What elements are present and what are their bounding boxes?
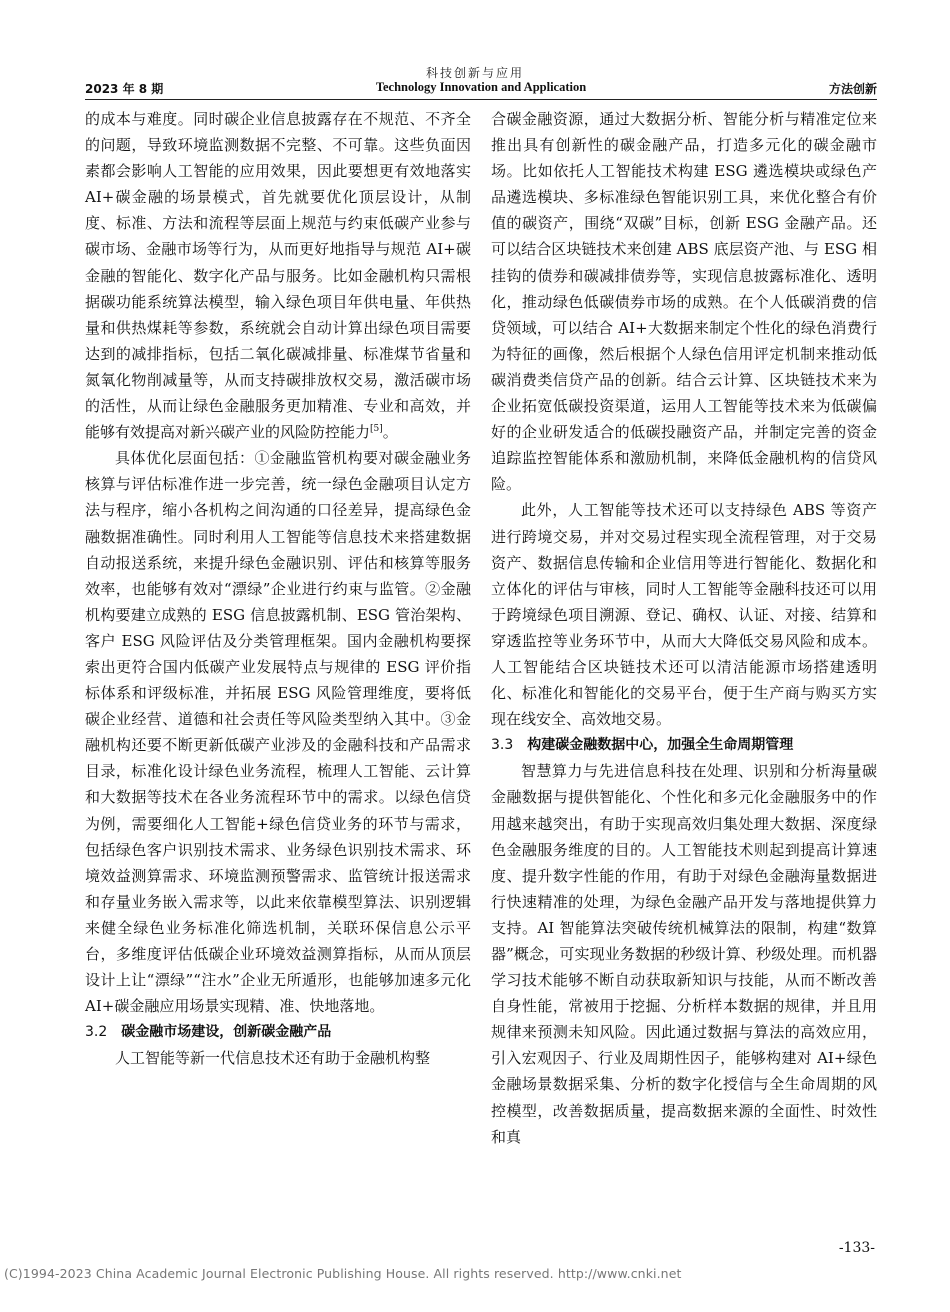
section-title: 构建碳金融数据中心，加强全生命周期管理 [527, 737, 794, 754]
paragraph-cross-border: 此外，人工智能等技术还可以支持绿色 ABS 等资产进行跨境交易，并对交易过程实现全流程管理，对于交易资产、数据信息传输和企业信用等进行智能化、数据化和立体化的评估与审核，同时人工智能等金融科技还可以用于跨境绿色项目溯源、登记、确权、认证、对接、结算和穿透监控等业务环节中，从而大大降低交易风险和成本。人工智能结合区块链技术还可以清洁能源市场搭建透明化、标准化和智能化的交易平台，便于生产商与购买方实现在线安全、高效地交易。 [491, 501, 877, 729]
header-rule [85, 99, 877, 100]
copyright-notice: (C)1994-2023 China Academic Journal Electronic Publishing House. All rights reserved. http://www.cnki.net [4, 1266, 682, 1281]
paragraph-text: 的成本与难度。同时碳企业信息披露存在不规范、不齐全的问题，导致环境监测数据不完整、不可靠。这些负面因素都会影响人工智能的应用效果，因此要想更有效地落实AI+碳金融的场景模式，首先就要优化顶层设计，从制度、标准、方法和流程等层面上规范与约束低碳产业参与碳市场、金融市场等行为，从而更好地指导与规范 AI+碳金融的智能化、数字化产品与服务。比如金融机构只需根据碳功能系统算法模型，输入绿色项目年供电量、年供热量和供热煤耗等参数，系统就会自动计算出绿色项目需要达到的减排指标，包括二氧化碳减排量、标准煤节省量和氮氧化物削减量等，从而支持碳排放权交易，激活碳市场的活性，从而让绿色金融服务更加精准、专业和高效，并能够有效提高对新兴碳产业的风险防控能力 [85, 110, 471, 442]
paragraph-optimization: 具体优化层面包括：①金融监管机构要对碳金融业务核算与评估标准作进一步完善，统一绿色金融项目认定方法与程序，缩小各机构之间沟通的口径差异，提高绿色金融数据准确性。同时利用人工智能等信息技术来搭建数据自动报送系统，来提升绿色金融识别、评估和核算等服务效率，也能够有效对“漂绿”企业进行约束与监管。②金融机构要建立成熟的 ESG 信息披露机制、ESG 管治架构、客户 ESG 风险评估及分类管理框架。国内金融机构要探索出更符合国内低碳产业发展特点与规律的 ESG 评价指标体系和评级标准，并拓展 ESG 风险管理维度，要将低碳企业经营、道德和社会责任等风险类型纳入其中。③金融机构还要不断更新低碳产业涉及的金融科技和产品需求目录，标准化设计绿色业务流程，梳理人工智能、云计算和大数据等技术在各业务流程环节中的需求。以绿色信贷为例，需要细化人工智能+绿色信贷业务的环节与需求，包括绿色客户识别技术需求、业务绿色识别技术需求、环境效益测算需求、环境监测预警需求、监管统计报送需求和存量业务嵌入需求等，以此来依靠模型算法、识别逻辑来健全绿色业务标准化筛选机制，关联环保信息公示平台，多维度评估低碳企业环境效益测算指标，从而从顶层设计上让“漂绿”“注水”企业无所遁形，也能够加速多元化 AI+碳金融应用场景实现精、准、快地落地。 [85, 449, 471, 1016]
paragraph-continued: 合碳金融资源，通过大数据分析、智能分析与精准定位来推出具有创新性的碳金融产品，打造多元化的碳金融市场。比如依托人工智能技术构建 ESG 遴选模块或绿色产品遴选模块、多标准绿色智能识别工具，来优化整合有价值的碳资产，围绕“双碳”目标，创新 ESG 金融产品。还可以结合区块链技术来创建 ABS 底层资产池、与 ESG 相挂钩的债券和碳减排债券等，实现信息披露标准化、透明化，推动绿色低碳债券市场的成熟。在个人低碳消费的信贷领域，可以结合 AI+大数据来制定个性化的绿色消费行为特征的画像，然后根据个人绿色信用评定机制来推动低碳消费类信贷产品的创新。结合云计算、区块链技术来为企业拓宽低碳投资渠道，运用人工智能等技术来为低碳偏好的企业研发适合的低碳投融资产品，并制定完善的资金追踪监控智能体系和激励机制，来降低金融机构的信贷风险。 [491, 110, 877, 494]
page-number: -133- [838, 1240, 875, 1256]
issue-date: 2023 年 8 期 [85, 82, 164, 96]
section-label: 方法创新 [828, 82, 877, 96]
section-heading-3-2 [85, 1019, 471, 1045]
section-heading-3-3 [491, 732, 877, 758]
left-column [85, 106, 471, 1071]
journal-title-cn: 科技创新与应用 [425, 66, 524, 80]
section-title: 碳金融市场建设，创新碳金融产品 [121, 1024, 332, 1041]
reference-marker: [5] [370, 424, 383, 435]
section-number: 3.2 [85, 1024, 108, 1041]
right-column [491, 106, 877, 1150]
paragraph-continued [85, 106, 471, 445]
paragraph-3-3: 智慧算力与先进信息科技在处理、识别和分析海量碳金融数据与提供智能化、个性化和多元化金融服务中的作用越来越突出，有助于实现高效归集处理大数据、深度绿色金融服务维度的目的。人工智能技术则起到提高计算速度、提升数字性能的作用，有助于对绿色金融海量数据进行快速精准的处理，为绿色金融产品开发与落地提供算力支持。AI 智能算法突破传统机械算法的限制，构建“数算器”概念，可实现业务数据的秒级计算、秒级处理。而机器学习技术能够不断自动获取新知识与技能，从而不断改善自身性能，常被用于挖掘、分析样本数据的规律，并且用规律来预测未知风险。因此通过数据与算法的高效应用，引入宏观因子、行业及周期性因子，能够构建对 AI+绿色金融场景数据采集、分析的数字化授信与全生命周期的风控模型，改善数据质量，提高数据来源的全面性、时效性和真 [491, 762, 877, 1146]
running-header [85, 80, 877, 96]
paragraph-end: 。 [382, 423, 398, 442]
section-number: 3.3 [491, 737, 514, 754]
journal-title-en: Technology Innovation and Application [375, 80, 587, 94]
paragraph-3-2-start: 人工智能等新一代信息技术还有助于金融机构整 [115, 1049, 431, 1068]
